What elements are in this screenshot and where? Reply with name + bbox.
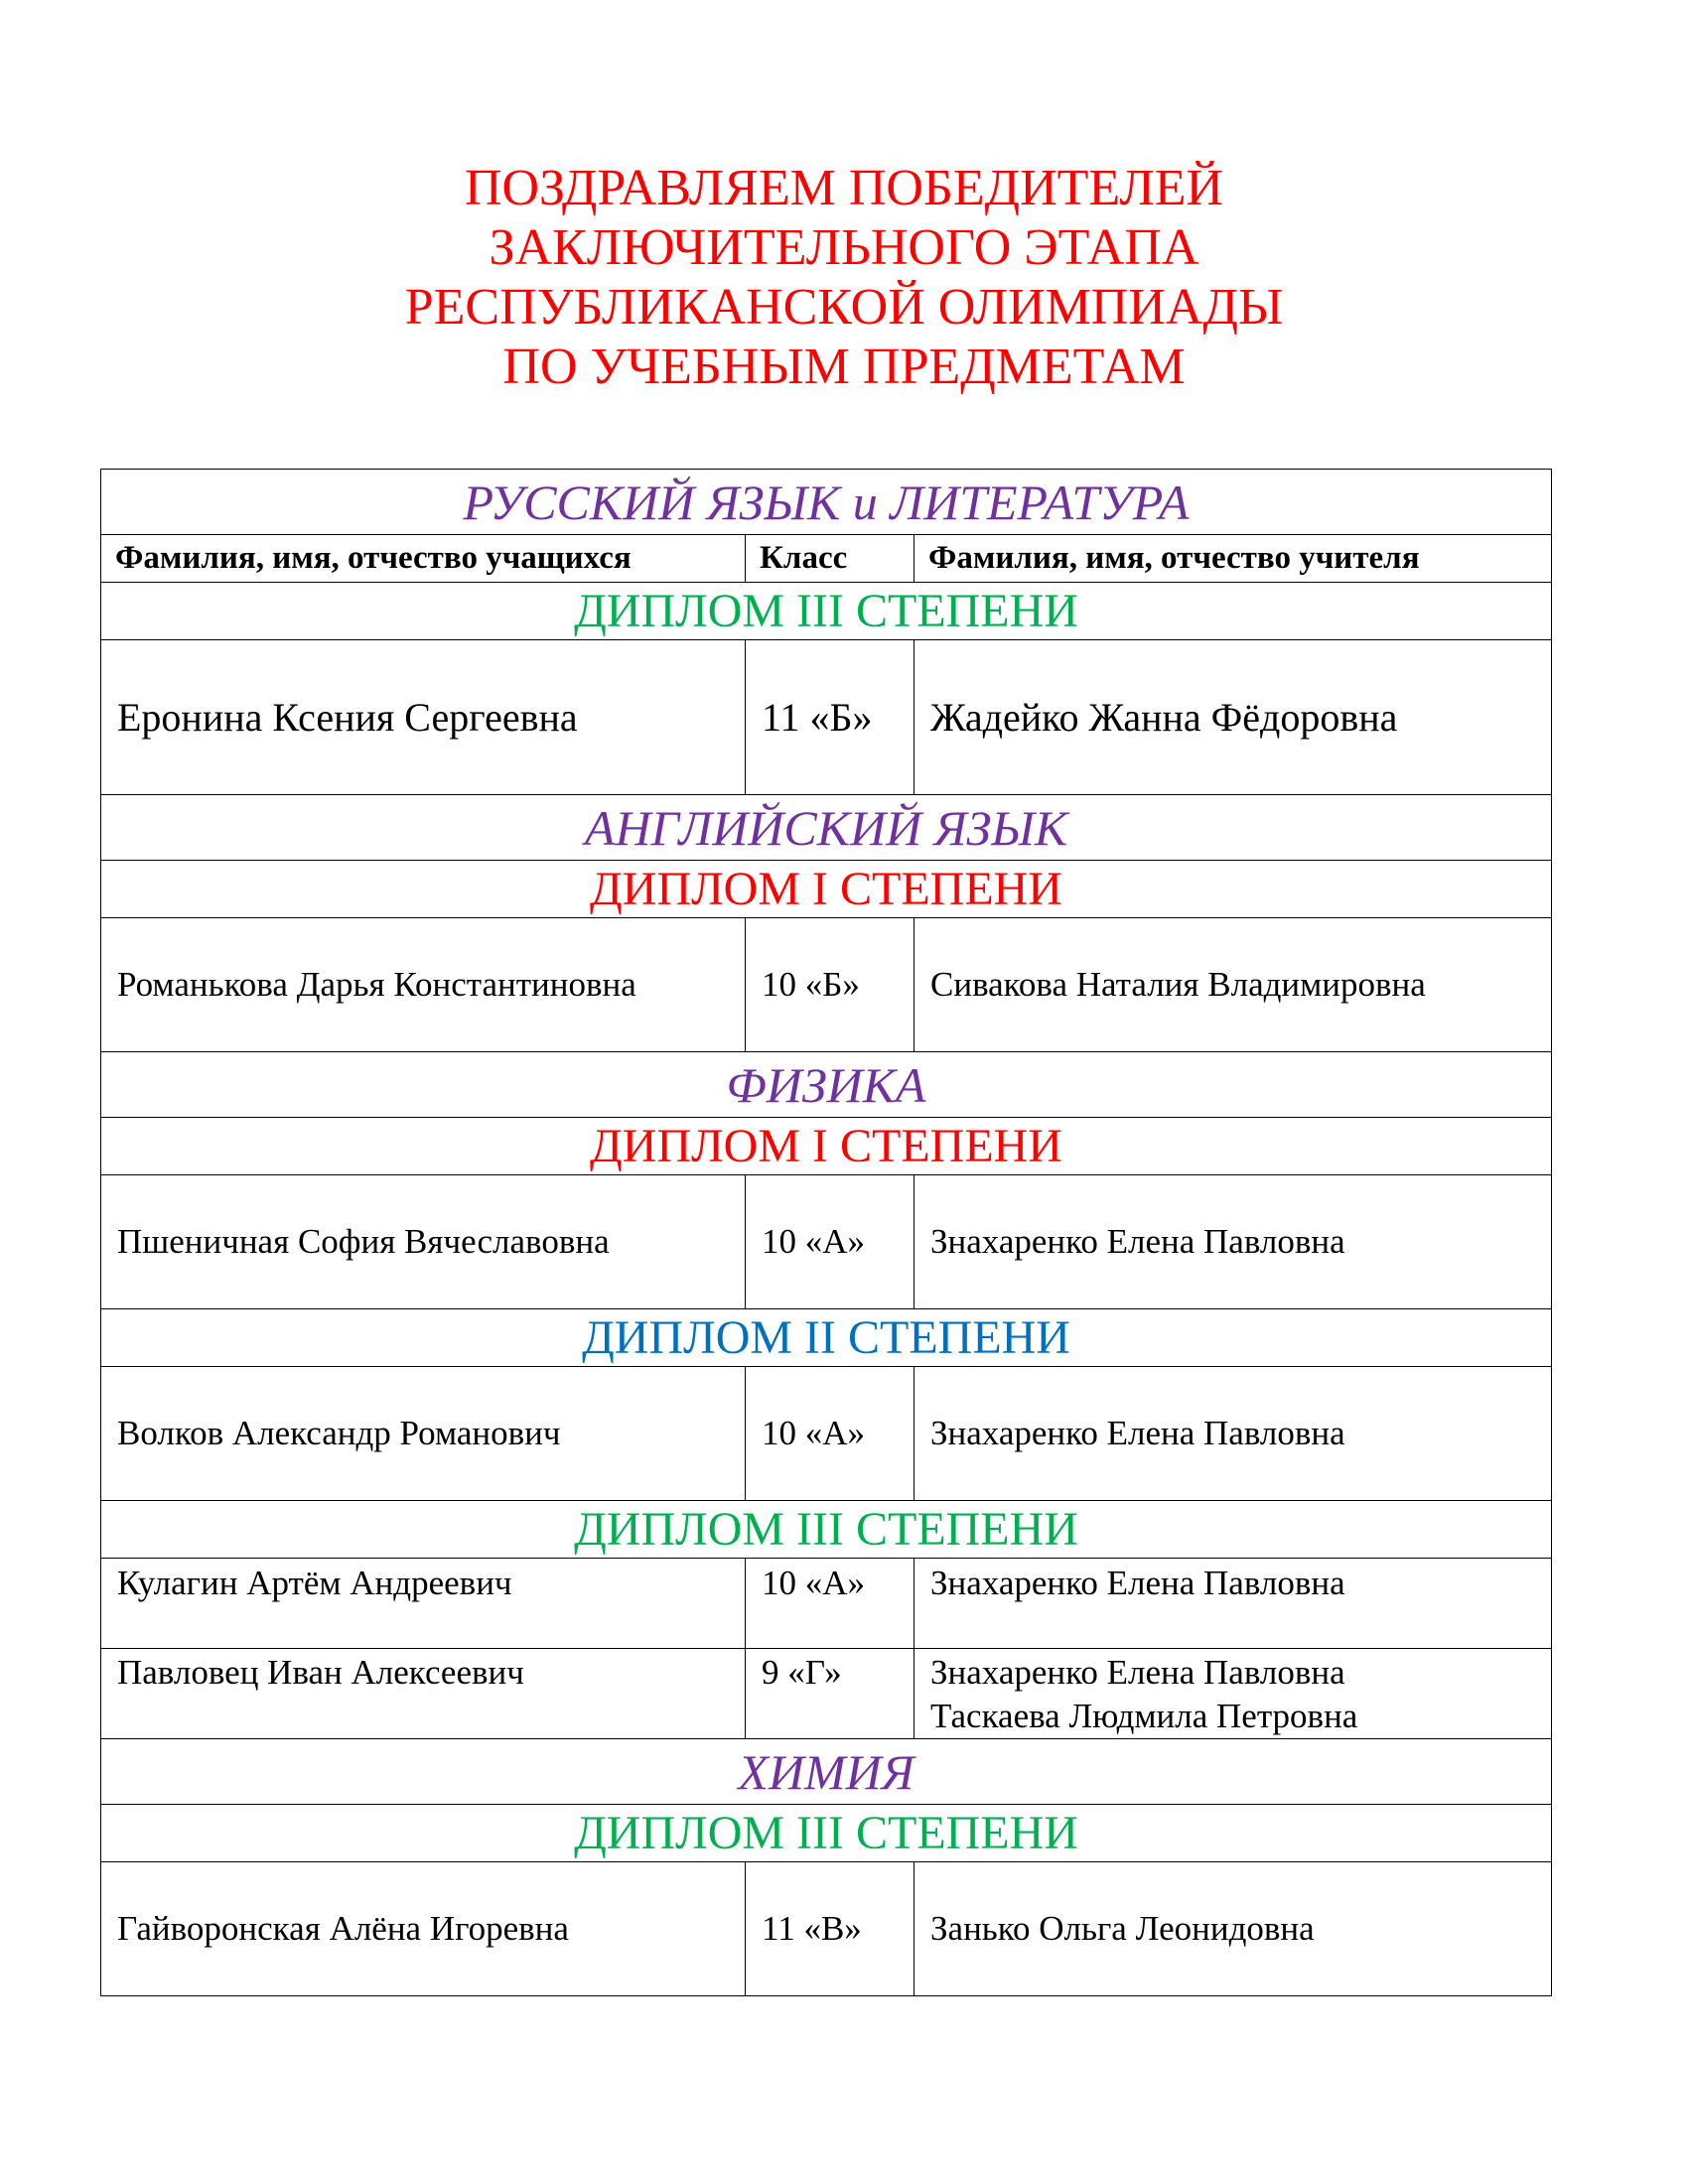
table-row	[101, 640, 1552, 795]
table-row	[101, 1559, 1552, 1649]
diploma-row	[101, 1309, 1552, 1367]
subject-row	[101, 1739, 1552, 1805]
student-grade: 10 «А»	[746, 1175, 914, 1309]
diploma-title: ДИПЛОМ III СТЕПЕНИ	[101, 1501, 1552, 1559]
headline-line: ПО УЧЕБНЫМ ПРЕДМЕТАМ	[502, 339, 1186, 395]
table-row	[101, 1367, 1552, 1501]
diploma-title: ДИПЛОМ III СТЕПЕНИ	[101, 583, 1552, 640]
table-row	[101, 1175, 1552, 1309]
student-name: Еронина Ксения Сергеевна	[101, 640, 746, 795]
header-row	[101, 535, 1552, 583]
student-name: Кулагин Артём Андреевич	[101, 1559, 746, 1649]
headline-line: ЗАКЛЮЧИТЕЛЬНОГО ЭТАПА	[489, 219, 1199, 276]
teacher-name: Таскаева Людмила Петровна	[930, 1697, 1358, 1735]
teacher-name: Знахаренко Елена Павловна	[914, 1559, 1552, 1649]
student-grade: 10 «А»	[746, 1367, 914, 1501]
teacher-name: Жадейко Жанна Фёдоровна	[914, 640, 1552, 795]
subject-row	[101, 470, 1552, 535]
diploma-row	[101, 583, 1552, 640]
diploma-title: ДИПЛОМ I СТЕПЕНИ	[101, 1118, 1552, 1175]
student-name: Гайворонская Алёна Игоревна	[101, 1862, 746, 1996]
diploma-title: ДИПЛОМ II СТЕПЕНИ	[101, 1309, 1552, 1367]
student-name: Пшеничная София Вячеславовна	[101, 1175, 746, 1309]
header-grade: Класс	[746, 535, 914, 583]
subject-title-physics: ФИЗИКА	[101, 1052, 1552, 1118]
teacher-name: Знахаренко Елена Павловна	[914, 1175, 1552, 1309]
teacher-name: Сивакова Наталия Владимировна	[914, 918, 1552, 1052]
header-teacher: Фамилия, имя, отчество учителя	[914, 535, 1552, 583]
student-grade: 9 «Г»	[746, 1649, 914, 1739]
diploma-row	[101, 1805, 1552, 1862]
teacher-name: Знахаренко Елена Павловна	[914, 1367, 1552, 1501]
teacher-names	[914, 1649, 1552, 1739]
student-name: Волков Александр Романович	[101, 1367, 746, 1501]
header-student: Фамилия, имя, отчество учащихся	[101, 535, 746, 583]
table-row	[101, 918, 1552, 1052]
winners-table	[100, 469, 1552, 1996]
student-name: Романькова Дарья Константиновна	[101, 918, 746, 1052]
subject-title-chemistry: ХИМИЯ	[101, 1739, 1552, 1805]
teacher-name: Занько Ольга Леонидовна	[914, 1862, 1552, 1996]
page-headline	[0, 159, 1688, 397]
subject-row	[101, 795, 1552, 861]
student-grade: 11 «Б»	[746, 640, 914, 795]
student-grade: 11 «В»	[746, 1862, 914, 1996]
table-row	[101, 1862, 1552, 1996]
diploma-title: ДИПЛОМ I СТЕПЕНИ	[101, 861, 1552, 918]
diploma-row	[101, 1501, 1552, 1559]
student-grade: 10 «А»	[746, 1559, 914, 1649]
diploma-title: ДИПЛОМ III СТЕПЕНИ	[101, 1805, 1552, 1862]
subject-title-russian: РУССКИЙ ЯЗЫК и ЛИТЕРАТУРА	[101, 470, 1552, 535]
teacher-name: Знахаренко Елена Павловна	[930, 1653, 1345, 1692]
diploma-row	[101, 1118, 1552, 1175]
headline-line: ПОЗДРАВЛЯЕМ ПОБЕДИТЕЛЕЙ	[464, 160, 1224, 216]
table-row	[101, 1649, 1552, 1739]
subject-row	[101, 1052, 1552, 1118]
student-grade: 10 «Б»	[746, 918, 914, 1052]
subject-title-english: АНГЛИЙСКИЙ ЯЗЫК	[101, 795, 1552, 861]
diploma-row	[101, 861, 1552, 918]
headline-line: РЕСПУБЛИКАНСКОЙ ОЛИМПИАДЫ	[404, 279, 1284, 336]
student-name: Павловец Иван Алексеевич	[101, 1649, 746, 1739]
